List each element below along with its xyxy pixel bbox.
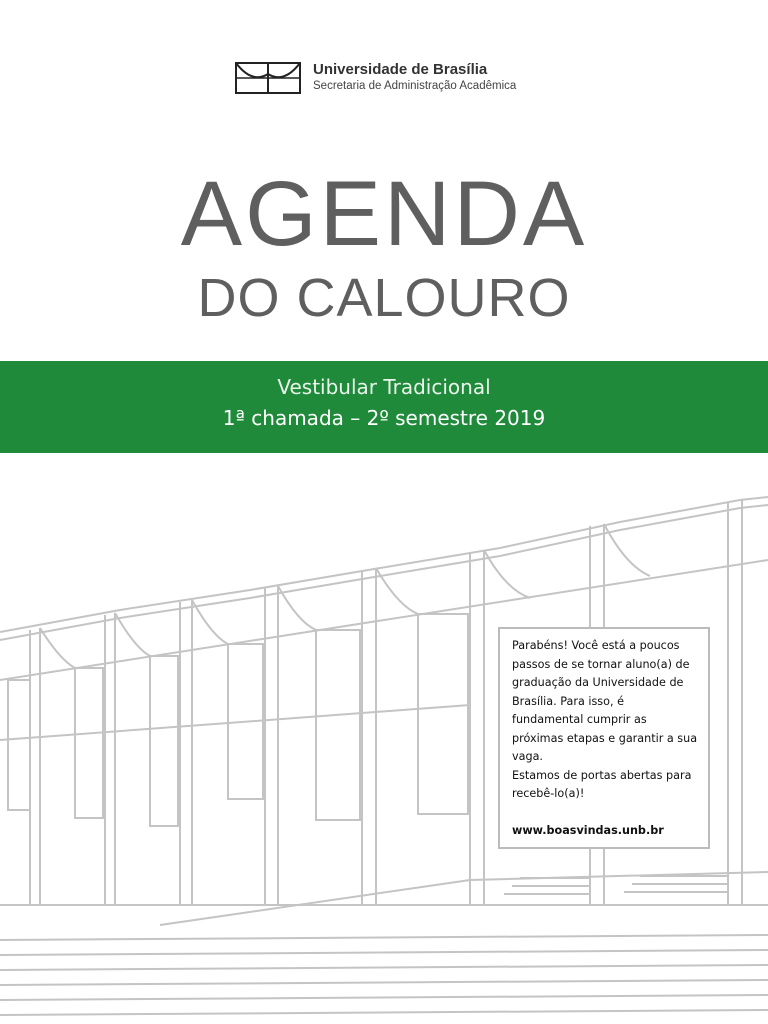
- welcome-invite: Estamos de portas abertas para recebê-lo(a)!: [512, 768, 692, 800]
- unb-logo-icon: [235, 62, 301, 94]
- header: [235, 58, 555, 98]
- banner-call-semester: 1ª chamada – 2º semestre 2019: [222, 406, 546, 430]
- department-name: Secretaria de Administração Acadêmica: [313, 80, 517, 92]
- university-name: Universidade de Brasília: [313, 61, 488, 78]
- page-subtitle: DO CALOURO: [197, 268, 571, 328]
- website-link[interactable]: www.boasvindas.unb.br: [512, 823, 664, 837]
- welcome-message-box: [498, 627, 710, 849]
- welcome-paragraph: Parabéns! Você está a poucos passos de se tornar aluno(a) de graduação da Universidade de Brasília. Para isso, é fundamental cumprir as próximas etapas e garantir a sua vaga.: [512, 639, 698, 763]
- green-banner: [0, 361, 768, 453]
- banner-exam-type: Vestibular Tradicional: [277, 375, 491, 399]
- page-title: AGENDA: [180, 163, 588, 265]
